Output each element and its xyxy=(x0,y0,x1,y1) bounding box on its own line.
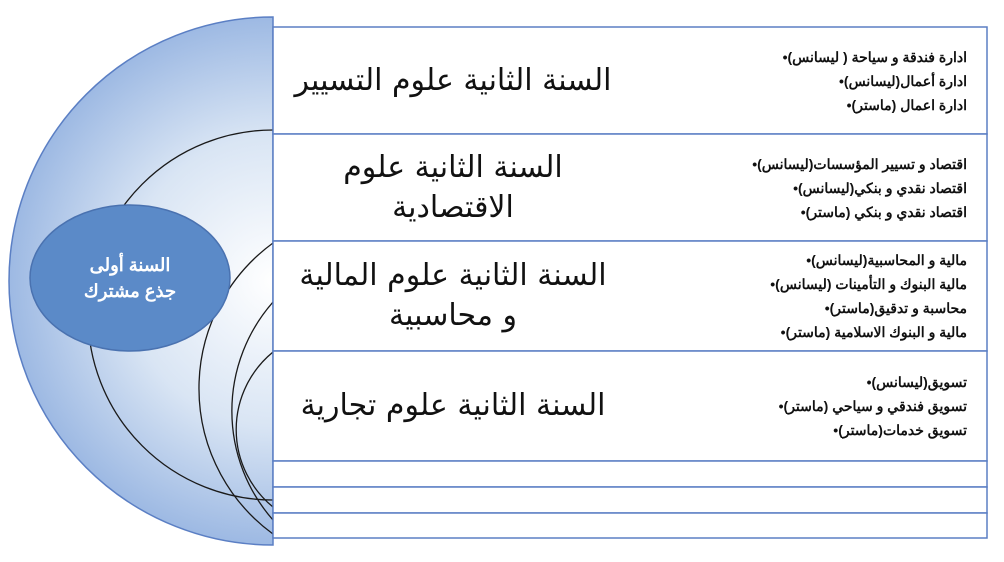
center-label-line-2: جذع مشترك xyxy=(83,281,177,301)
row-commerce xyxy=(273,351,987,461)
center-label xyxy=(30,205,230,351)
row-box-6 xyxy=(273,487,987,513)
row-box-7 xyxy=(273,513,987,538)
row-list xyxy=(633,241,967,351)
list-item: ادارة اعمال (ماستر)• xyxy=(846,96,967,113)
list-item: اقتصاد و تسيير المؤسسات(ليسانس)• xyxy=(752,155,967,172)
list-item: مالية و المحاسبية(ليسانس)• xyxy=(806,252,967,268)
list-item: مالية و البنوك الاسلامية (ماستر)• xyxy=(780,324,967,340)
list-item: ادارة فندقة و سياحة ( ليسانس)• xyxy=(782,48,967,65)
row-list xyxy=(633,134,967,241)
list-item: ادارة أعمال(ليسانس)• xyxy=(839,72,967,89)
row-title: السنة الثانية علوم المالية و محاسبية xyxy=(299,258,607,333)
row-economics xyxy=(273,134,987,241)
row-list xyxy=(633,27,967,134)
row-title: السنة الثانية علوم التسيير xyxy=(294,62,612,98)
list-item: تسويق خدمات(ماستر)• xyxy=(833,422,967,438)
list-item: تسويق فندقي و سياحي (ماستر)• xyxy=(778,398,967,414)
list-item: تسويق(ليسانس)• xyxy=(866,374,967,390)
row-title: السنة الثانية علوم الاقتصادية xyxy=(343,149,563,225)
list-item: اقتصاد نقدي و بنكي(ليسانس)• xyxy=(793,179,967,196)
row-finance-accounting xyxy=(273,241,987,351)
row-title: السنة الثانية علوم تجارية xyxy=(300,388,606,423)
list-item: اقتصاد نقدي و بنكي (ماستر)• xyxy=(800,203,967,220)
list-item: محاسبة و تدقيق(ماستر)• xyxy=(824,300,967,316)
row-list xyxy=(633,351,967,461)
list-item: مالية البنوك و التأمينات (ليسانس)• xyxy=(770,276,967,292)
center-label-line-1: السنة أولى xyxy=(89,255,171,275)
row-management xyxy=(273,27,987,134)
row-box-5 xyxy=(273,461,987,487)
